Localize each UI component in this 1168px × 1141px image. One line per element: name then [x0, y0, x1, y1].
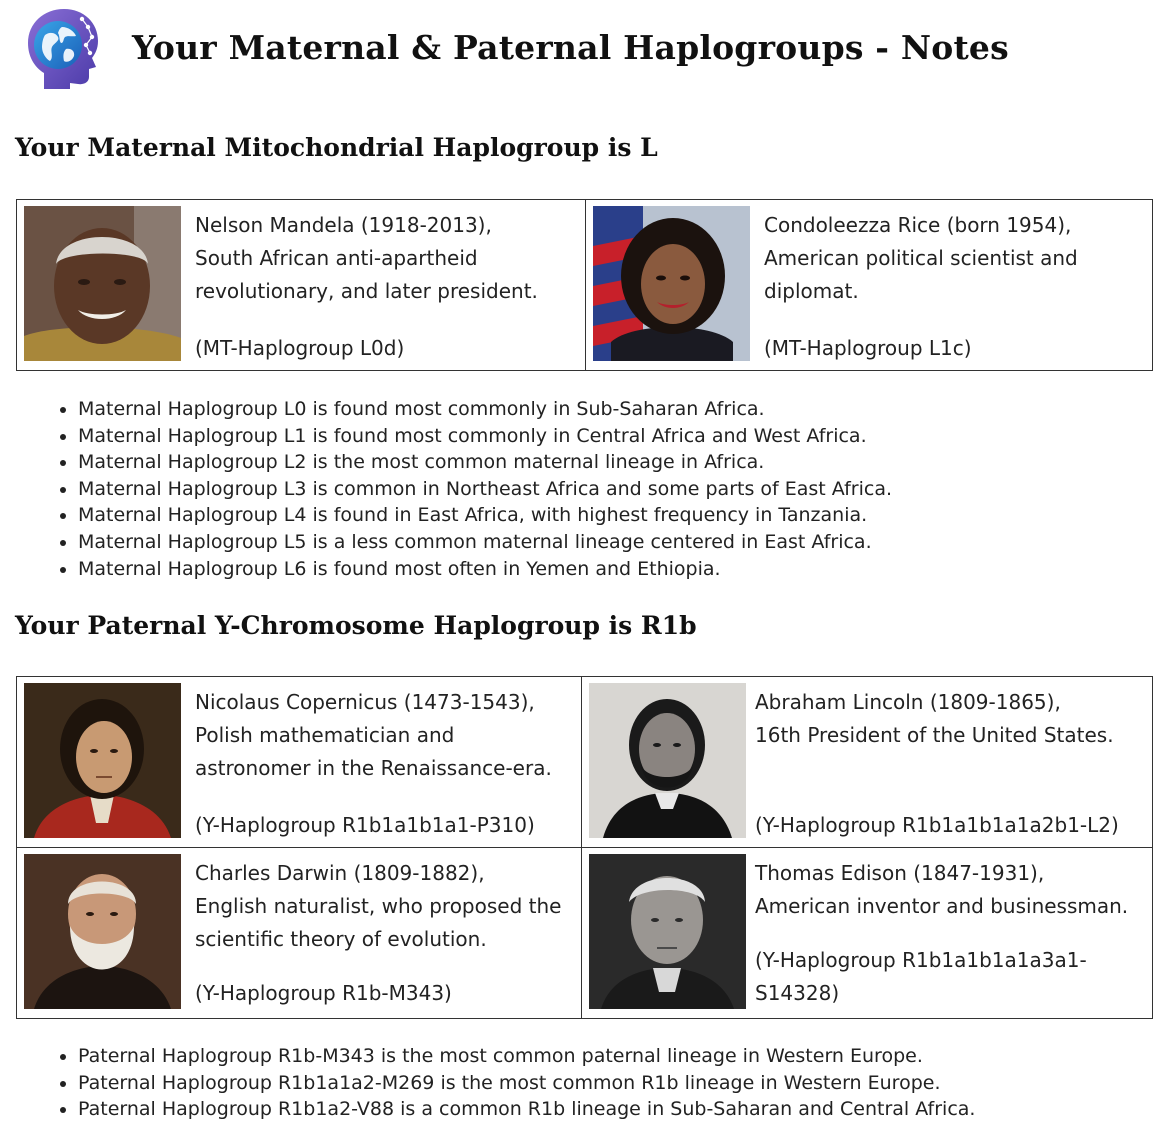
darwin-haplogroup	[195, 977, 452, 1010]
page-title: Your Maternal & Paternal Haplogroups - Notes	[132, 27, 1009, 67]
mandela-description	[195, 209, 538, 308]
rice-portrait	[593, 206, 750, 361]
haplogroup-line: (Y-Haplogroup R1b-M343)	[195, 981, 452, 1005]
haplogroup-line: (Y-Haplogroup R1b1a1b1a1-P310)	[195, 813, 535, 837]
darwin-line: scientific theory of evolution.	[195, 927, 487, 951]
lincoln-card	[582, 677, 1152, 848]
edison-line: Thomas Edison (1847-1931),	[755, 861, 1045, 885]
mandela-line: Nelson Mandela (1918-2013),	[195, 213, 492, 237]
copernicus-haplogroup	[195, 809, 535, 842]
copernicus-portrait	[24, 683, 181, 838]
list-item: • Paternal Haplogroup R1b1a1a2-M269 is the most common R1b lineage in Western Europe.	[78, 1070, 975, 1097]
lincoln-haplogroup	[755, 809, 1119, 842]
paternal-heading: Your Paternal Y-Chromosome Haplogroup is R1b	[15, 611, 697, 640]
mandela-card	[17, 200, 586, 370]
darwin-line: English naturalist, who proposed the	[195, 894, 562, 918]
list-item: • Paternal Haplogroup R1b-M343 is the most common paternal lineage in Western Europe.	[78, 1043, 975, 1070]
mandela-line: revolutionary, and later president.	[195, 279, 538, 303]
paternal-notes-list	[40, 1043, 975, 1123]
list-item: • Maternal Haplogroup L2 is the most common maternal lineage in Africa.	[78, 449, 892, 476]
haplogroup-line: (MT-Haplogroup L1c)	[764, 336, 972, 360]
lincoln-line: 16th President of the United States.	[755, 723, 1114, 747]
list-item: • Maternal Haplogroup L6 is found most often in Yemen and Ethiopia.	[78, 556, 892, 583]
maternal-heading: Your Maternal Mitochondrial Haplogroup is L	[15, 133, 658, 162]
mandela-portrait	[24, 206, 181, 361]
mandela-line: South African anti-apartheid	[195, 246, 478, 270]
list-item: • Maternal Haplogroup L1 is found most commonly in Central Africa and West Africa.	[78, 423, 892, 450]
rice-line: diplomat.	[764, 279, 859, 303]
lincoln-description	[755, 686, 1114, 752]
lincoln-portrait	[589, 683, 746, 838]
haplogroup-line: (Y-Haplogroup R1b1a1b1a1a2b1-L2)	[755, 813, 1119, 837]
lincoln-line: Abraham Lincoln (1809-1865),	[755, 690, 1061, 714]
edison-card	[582, 848, 1152, 1018]
rice-card	[586, 200, 1152, 370]
maternal-people-table	[16, 199, 1153, 371]
haplogroup-line: (MT-Haplogroup L0d)	[195, 336, 405, 360]
copernicus-description	[195, 686, 552, 785]
edison-portrait	[589, 854, 746, 1009]
list-item: • Maternal Haplogroup L3 is common in Northeast Africa and some parts of East Africa.	[78, 476, 892, 503]
list-item: • Maternal Haplogroup L0 is found most commonly in Sub-Saharan Africa.	[78, 396, 892, 423]
haplogroup-line: S14328)	[755, 981, 840, 1005]
list-item: • Maternal Haplogroup L4 is found in East Africa, with highest frequency in Tanzania.	[78, 502, 892, 529]
page-header	[18, 2, 1009, 92]
mandela-haplogroup	[195, 332, 404, 365]
globe-head-logo-icon	[18, 3, 106, 91]
darwin-line: Charles Darwin (1809-1882),	[195, 861, 485, 885]
edison-line: American inventor and businessman.	[755, 894, 1129, 918]
edison-haplogroup	[755, 944, 1087, 1010]
darwin-card	[17, 848, 582, 1018]
edison-description	[755, 857, 1128, 923]
darwin-portrait	[24, 854, 181, 1009]
rice-line: Condoleezza Rice (born 1954),	[764, 213, 1072, 237]
rice-haplogroup	[764, 332, 972, 365]
haplogroup-line: (Y-Haplogroup R1b1a1b1a1a3a1-	[755, 948, 1087, 972]
list-item: • Maternal Haplogroup L5 is a less common maternal lineage centered in East Africa.	[78, 529, 892, 556]
copernicus-line: Polish mathematician and	[195, 723, 455, 747]
darwin-description	[195, 857, 561, 956]
rice-line: American political scientist and	[764, 246, 1078, 270]
rice-description	[764, 209, 1078, 308]
copernicus-line: astronomer in the Renaissance-era.	[195, 756, 552, 780]
copernicus-line: Nicolaus Copernicus (1473-1543),	[195, 690, 535, 714]
maternal-notes-list	[40, 396, 892, 582]
paternal-people-table	[16, 676, 1153, 1019]
list-item: • Paternal Haplogroup R1b1a2-V88 is a common R1b lineage in Sub-Saharan and Central Africa.	[78, 1096, 975, 1123]
copernicus-card	[17, 677, 582, 848]
